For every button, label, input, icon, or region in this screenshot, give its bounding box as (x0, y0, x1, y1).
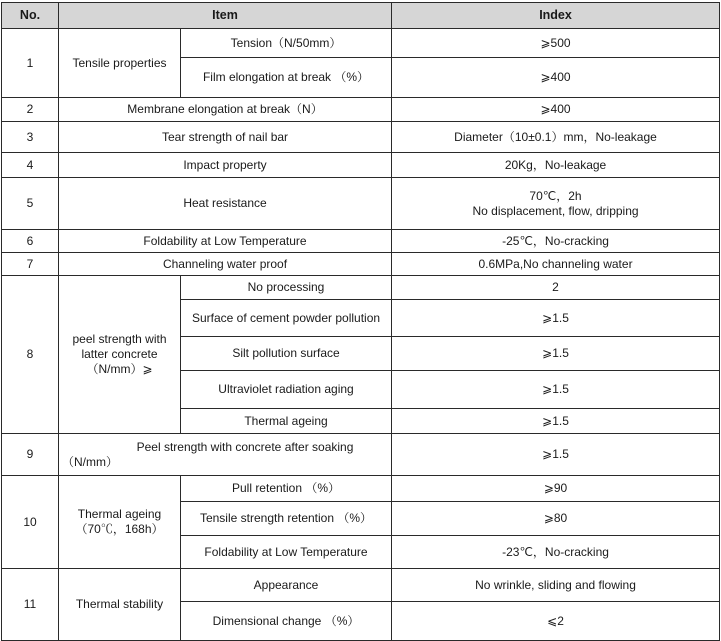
header-row (2, 3, 720, 29)
row-number: 7 (2, 253, 59, 276)
sub-item: No processing (181, 276, 392, 300)
item-label: Membrane elongation at break（N） (59, 98, 392, 122)
index-value: ⩾1.5 (392, 434, 720, 476)
item-group: peel strength with latter concrete （N/mm）⩾ (59, 276, 181, 434)
row-number: 4 (2, 153, 59, 178)
sub-item: Ultraviolet radiation aging (181, 371, 392, 409)
index-value: 20Kg，No-leakage (392, 153, 720, 178)
index-value: ⩽2 (392, 602, 720, 641)
specification-table (1, 2, 720, 641)
table-row (2, 569, 720, 602)
sub-item: Tension（N/50mm） (181, 29, 392, 58)
index-value: ⩾1.5 (392, 371, 720, 409)
table-row (2, 253, 720, 276)
header-item: Item (59, 3, 392, 29)
item-label-line1: Peel strength with concrete after soaking (136, 439, 354, 454)
row-number: 11 (2, 569, 59, 641)
row-number: 6 (2, 230, 59, 253)
item-label-line2: （N/mm） (62, 454, 118, 469)
sub-item: Foldability at Low Temperature (181, 536, 392, 569)
index-value: ⩾500 (392, 29, 720, 58)
sub-item: Appearance (181, 569, 392, 602)
table-row (2, 153, 720, 178)
row-number: 9 (2, 434, 59, 476)
item-label: Heat resistance (59, 178, 392, 230)
table-row (2, 98, 720, 122)
table-row (2, 178, 720, 230)
item-label: Foldability at Low Temperature (59, 230, 392, 253)
sub-item: Film elongation at break （%） (181, 58, 392, 98)
table-row (2, 29, 720, 58)
index-value: ⩾1.5 (392, 300, 720, 337)
index-value: 0.6MPa,No channeling water (392, 253, 720, 276)
table-row (2, 476, 720, 502)
row-number: 10 (2, 476, 59, 569)
item-group: Tensile properties (59, 29, 181, 98)
row-number: 8 (2, 276, 59, 434)
index-value: -25℃，No-cracking (392, 230, 720, 253)
header-no: No. (2, 3, 59, 29)
index-value: ⩾1.5 (392, 337, 720, 371)
item-label: Channeling water proof (59, 253, 392, 276)
sub-item: Surface of cement powder pollution (181, 300, 392, 337)
item-label (59, 434, 392, 476)
index-value: 70℃，2h No displacement, flow, dripping (392, 178, 720, 230)
sub-item: Silt pollution surface (181, 337, 392, 371)
item-group: Thermal stability (59, 569, 181, 641)
header-index: Index (392, 3, 720, 29)
index-value: 2 (392, 276, 720, 300)
sub-item: Pull retention （%） (181, 476, 392, 502)
table-row (2, 122, 720, 153)
index-value: Diameter（10±0.1）mm，No-leakage (392, 122, 720, 153)
table-row (2, 230, 720, 253)
index-value: ⩾80 (392, 502, 720, 536)
sub-item: Thermal ageing (181, 409, 392, 434)
sub-item: Dimensional change （%） (181, 602, 392, 641)
sub-item: Tensile strength retention （%） (181, 502, 392, 536)
row-number: 3 (2, 122, 59, 153)
item-label: Tear strength of nail bar (59, 122, 392, 153)
index-value: ⩾400 (392, 58, 720, 98)
table-row (2, 276, 720, 300)
table-row (2, 434, 720, 476)
row-number: 2 (2, 98, 59, 122)
row-number: 1 (2, 29, 59, 98)
index-value: -23℃，No-cracking (392, 536, 720, 569)
item-label: Impact property (59, 153, 392, 178)
index-value: No wrinkle, sliding and flowing (392, 569, 720, 602)
index-value: ⩾1.5 (392, 409, 720, 434)
index-value: ⩾90 (392, 476, 720, 502)
row-number: 5 (2, 178, 59, 230)
index-value: ⩾400 (392, 98, 720, 122)
item-group: Thermal ageing （70℃，168h） (59, 476, 181, 569)
